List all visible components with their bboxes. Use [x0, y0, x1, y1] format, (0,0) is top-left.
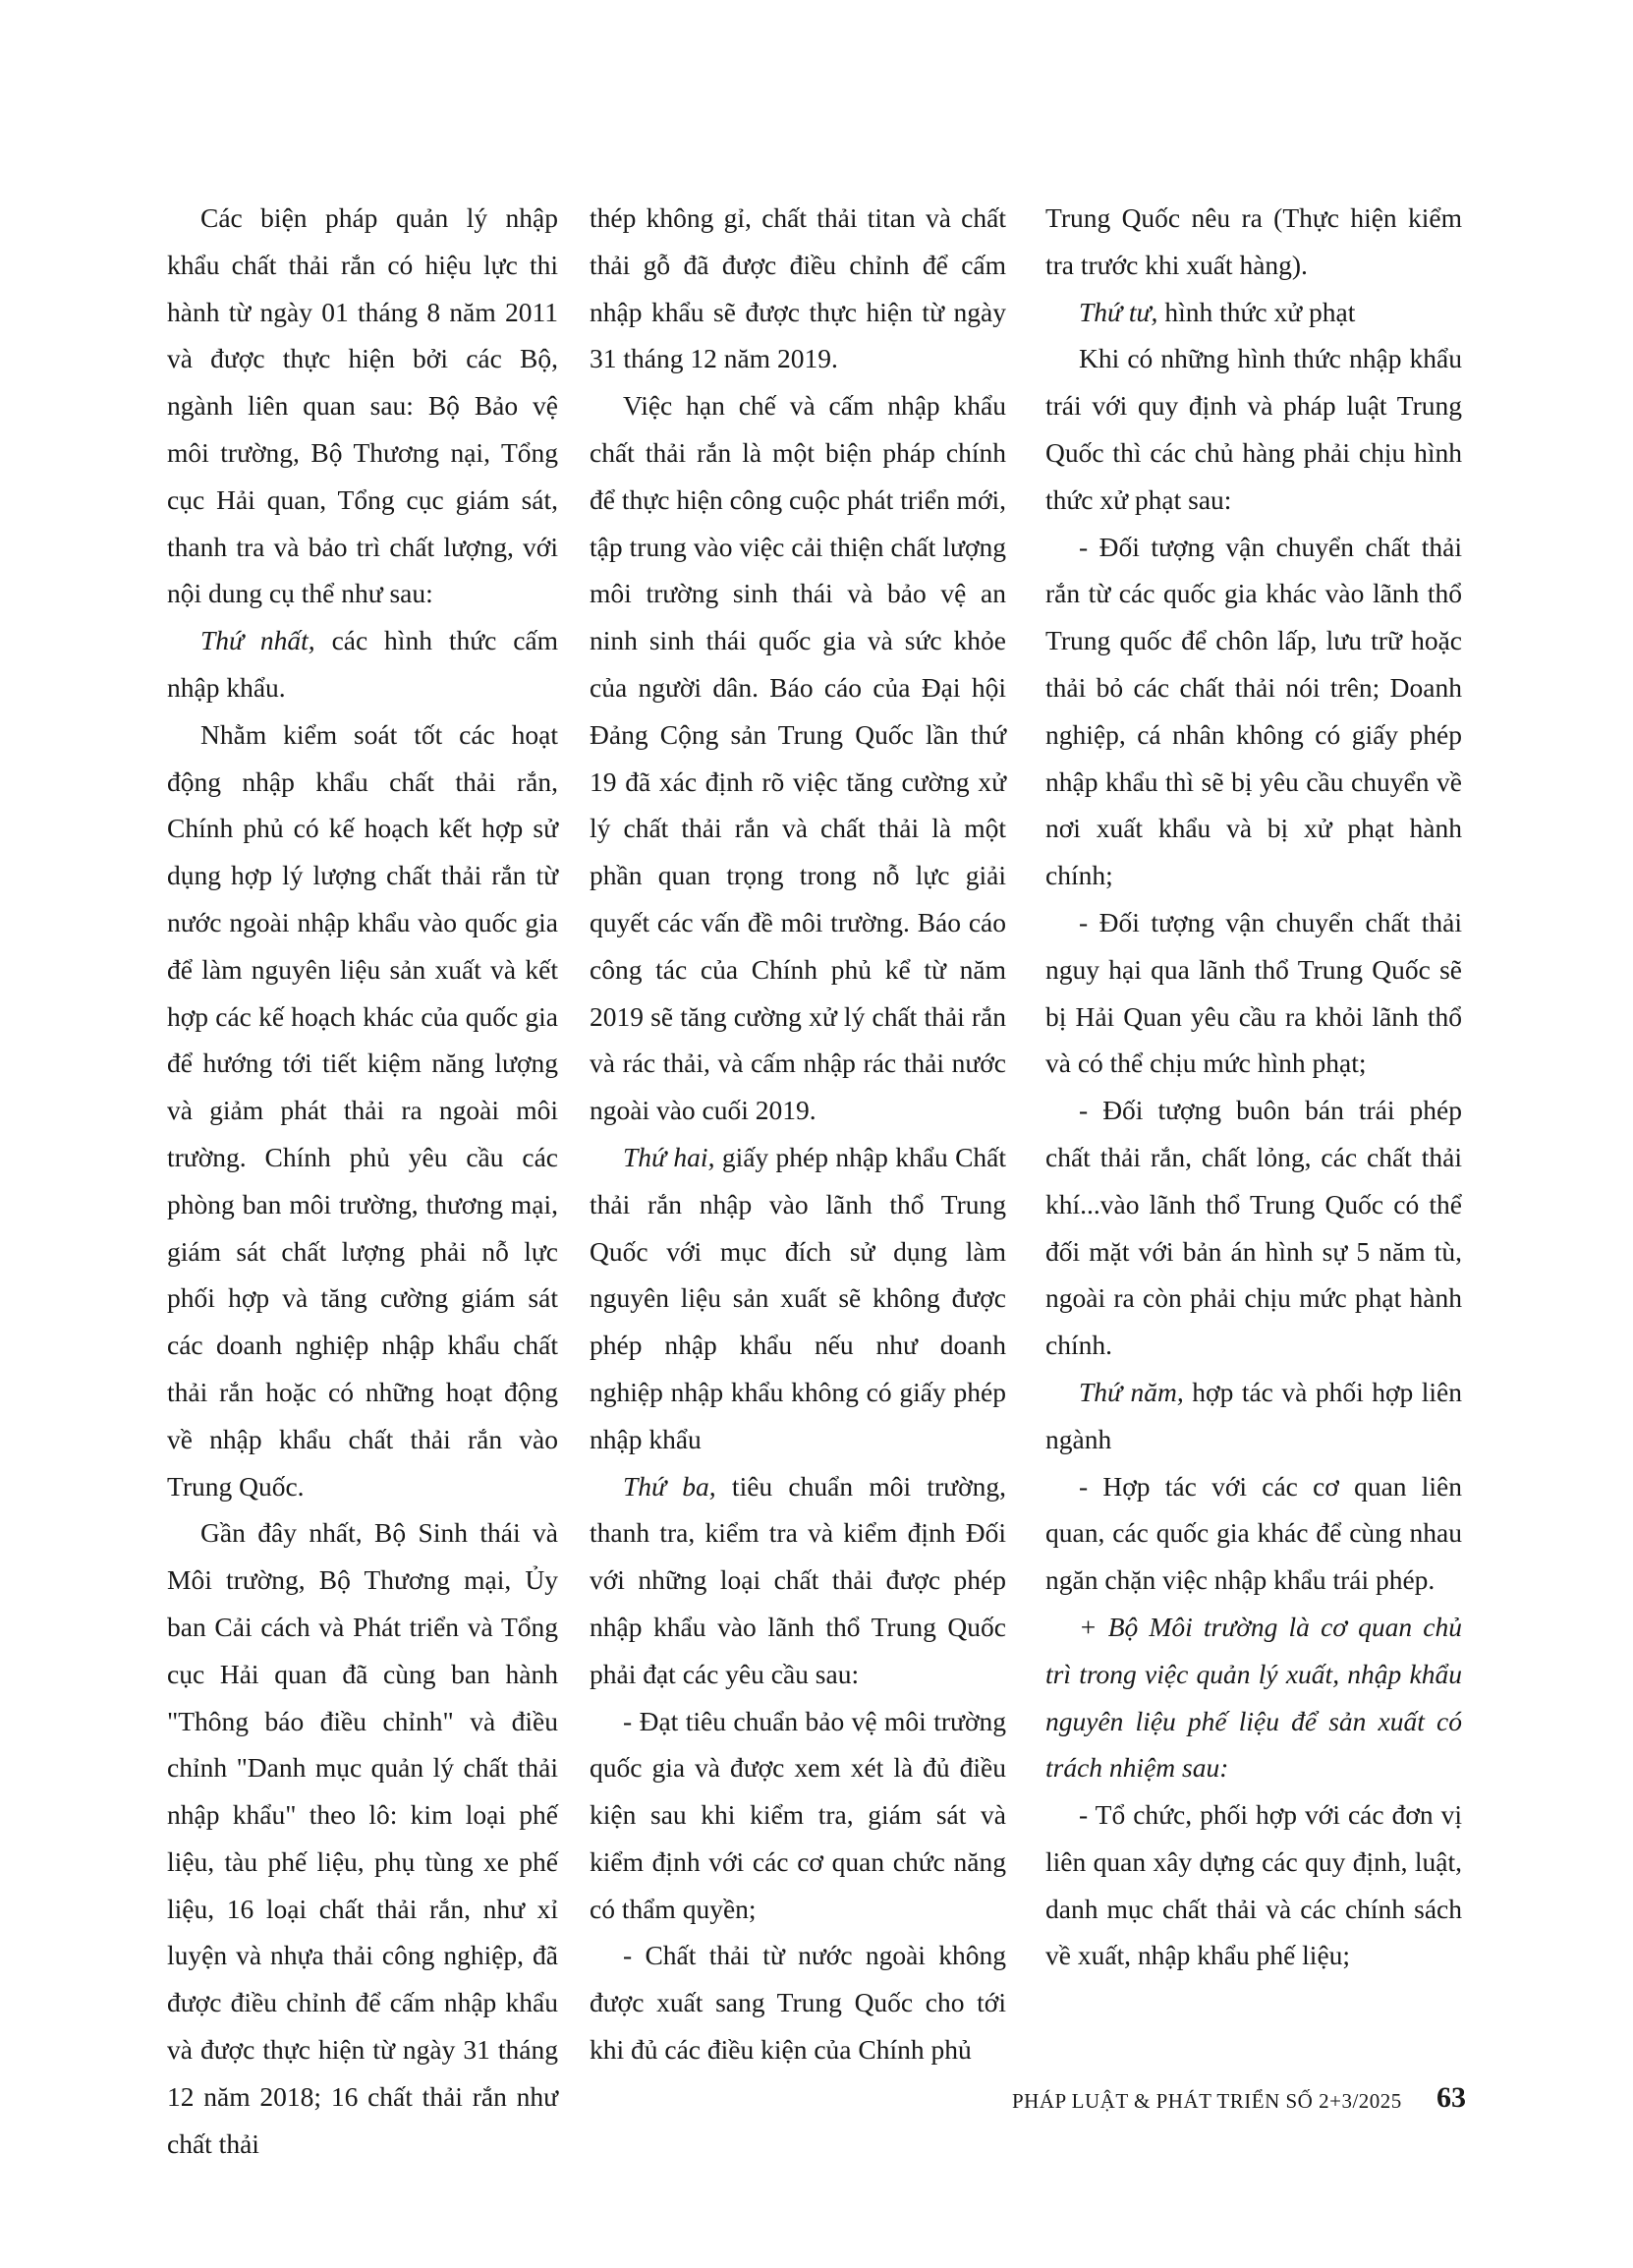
paragraph-text: các hình thức cấm nhập khẩu. [167, 625, 558, 703]
paragraph-text: - Hợp tác với các cơ quan liên quan, các quốc gia khác để cùng nhau ngăn chặn việc nhập khẩu trái phép. [1045, 1470, 1462, 1596]
paragraph-lead: Thứ tư, [1079, 296, 1158, 327]
page-number: 63 [1436, 2081, 1466, 2114]
paragraph [1045, 1463, 1462, 1604]
paragraph-text: hình thức xử phạt [1157, 296, 1356, 327]
text-column-1 [167, 195, 558, 2167]
paragraph [590, 382, 1006, 1134]
paragraph-text: Trung Quốc nêu ra (Thực hiện kiểm tra trước khi xuất hàng). [1045, 202, 1462, 280]
text-column-3 [1045, 195, 1462, 1979]
paragraph [167, 1509, 558, 2167]
paragraph-text: - Đạt tiêu chuẩn bảo vệ môi trường quốc gia và được xem xét là đủ điều kiện sau khi kiểm tra, giám sát và kiểm định với các cơ quan chức năng có thẩm quyền; [590, 1705, 1006, 1924]
paragraph [1045, 1791, 1462, 1979]
paragraph [167, 711, 558, 1510]
paragraph-text: - Chất thải từ nước ngoài không được xuất sang Trung Quốc cho tới khi đủ các điều kiện của Chính phủ [590, 1940, 1006, 2066]
paragraph [167, 195, 558, 617]
paragraph-text: Việc hạn chế và cấm nhập khẩu chất thải rắn là một biện pháp chính để thực hiện công cuộc phát triển mới, tập trung vào việc cải thiện chất lượng môi trường sinh thái và bảo vệ an ninh sinh thái quốc gia và sức khỏe của người dân. Báo cáo của Đại hội Đảng Cộng sản Trung Quốc lần thứ 19 đã xác định rõ việc tăng cường xử lý chất thải rắn và chất thải là một phần quan trọng trong nỗ lực giải quyết các vấn đề môi trường. Báo cáo công tác của Chính phủ kể từ năm 2019 sẽ tăng cường xử lý chất thải rắn và rác thải, và cấm nhập rác thải nước ngoài vào cuối 2019. [590, 390, 1006, 1126]
paragraph-lead: Thứ hai, [623, 1141, 715, 1172]
paragraph [167, 617, 558, 711]
paragraph [590, 1134, 1006, 1463]
paragraph-text: giấy phép nhập khẩu Chất thải rắn nhập vào lãnh thổ Trung Quốc với mục đích sử dụng làm nguyên liệu sản xuất sẽ không được phép nhập khẩu nếu như doanh nghiệp nhập khẩu không có giấy phép nhập khẩu [590, 1141, 1007, 1454]
paragraph-text: hợp tác và phối hợp liên ngành [1045, 1376, 1462, 1454]
paragraph-text: - Đối tượng vận chuyển chất thải rắn từ các quốc gia khác vào lãnh thổ Trung quốc để chôn lấp, lưu trữ hoặc thải bỏ các chất thải nói trên; Doanh nghiệp, cá nhân không có giấy phép nhập khẩu thì sẽ bị yêu cầu chuyển về nơi xuất khẩu và bị xử phạt hành chính; [1045, 531, 1462, 891]
paragraph-text: + Bộ Môi trường là cơ quan chủ trì trong việc quản lý xuất, nhập khẩu nguyên liệu phế liệu để sản xuất có trách nhiệm sau: [1045, 1611, 1462, 1784]
paragraph [590, 1463, 1006, 1698]
paragraph [1045, 899, 1462, 1087]
paragraph [590, 1698, 1006, 1933]
paragraph [590, 1932, 1006, 2072]
paragraph-lead: Thứ năm, [1079, 1376, 1184, 1407]
paragraph [590, 195, 1006, 382]
text-column-2 [590, 195, 1006, 2073]
paragraph-text: Khi có những hình thức nhập khẩu trái với quy định và pháp luật Trung Quốc thì các chủ hàng phải chịu hình thức xử phạt sau: [1045, 343, 1462, 515]
paragraph-text: Nhằm kiểm soát tốt các hoạt động nhập khẩu chất thải rắn, Chính phủ có kế hoạch kết hợp sử dụng hợp lý lượng chất thải rắn từ nước ngoài nhập khẩu vào quốc gia để làm nguyên liệu sản xuất và kết hợp các kế hoạch khác của quốc gia để hướng tới tiết kiệm năng lượng và giảm phát thải ra ngoài môi trường. Chính phủ yêu cầu các phòng ban môi trường, thương mại, giám sát chất lượng phải nỗ lực phối hợp và tăng cường giám sát các doanh nghiệp nhập khẩu chất thải rắn hoặc có những hoạt động về nhập khẩu chất thải rắn vào Trung Quốc. [167, 718, 558, 1502]
paragraph [1045, 1369, 1462, 1463]
paragraph-text: Gần đây nhất, Bộ Sinh thái và Môi trường, Bộ Thương mại, Ủy ban Cải cách và Phát triển và Tổng cục Hải quan đã cùng ban hành "Thông báo điều chỉnh" và điều chỉnh "Danh mục quản lý chất thải nhập khẩu" theo lô: kim loại phế liệu, tàu phế liệu, phụ tùng xe phế liệu, 16 loại chất thải rắn, như xỉ luyện và nhựa thải công nghiệp, đã được điều chỉnh để cấm nhập khẩu và được thực hiện từ ngày 31 tháng 12 năm 2018; 16 chất thải rắn như chất thải [167, 1517, 558, 2159]
journal-footer: PHÁP LUẬT & PHÁT TRIỂN SỐ 2+3/2025 [1012, 2089, 1402, 2113]
paragraph [1045, 195, 1462, 289]
paragraph-text: tiêu chuẩn môi trường, thanh tra, kiểm tra và kiểm định Đối với những loại chất thải được phép nhập khẩu vào lãnh thổ Trung Quốc phải đạt các yêu cầu sau: [590, 1470, 1006, 1689]
paragraph [1045, 335, 1462, 523]
paragraph-text: - Tổ chức, phối hợp với các đơn vị liên quan xây dựng các quy định, luật, danh mục chất thải và các chính sách về xuất, nhập khẩu phế liệu; [1045, 1799, 1462, 1971]
paragraph-text: Các biện pháp quản lý nhập khẩu chất thải rắn có hiệu lực thi hành từ ngày 01 tháng 8 năm 2011 và được thực hiện bởi các Bộ, ngành liên quan sau: Bộ Bảo vệ môi trường, Bộ Thương nại, Tổng cục Hải quan, Tổng cục giám sát, thanh tra và bảo trì chất lượng, với nội dung cụ thể như sau: [167, 202, 558, 609]
paragraph [1045, 1087, 1462, 1369]
paragraph-text: - Đối tượng vận chuyển chất thải nguy hại qua lãnh thổ Trung Quốc sẽ bị Hải Quan yêu cầu ra khỏi lãnh thổ và có thể chịu mức hình phạt; [1045, 906, 1462, 1079]
paragraph [1045, 289, 1462, 336]
paragraph-lead: Thứ nhất, [200, 625, 315, 656]
paragraph [1045, 1604, 1462, 1791]
paragraph [1045, 524, 1462, 899]
paragraph-text: thép không gỉ, chất thải titan và chất thải gỗ đã được điều chỉnh để cấm nhập khẩu sẽ được thực hiện từ ngày 31 tháng 12 năm 2019. [590, 202, 1006, 374]
paragraph-lead: Thứ ba, [623, 1470, 716, 1502]
paragraph-text: - Đối tượng buôn bán trái phép chất thải rắn, chất lỏng, các chất thải khí...vào lãnh thổ Trung Quốc có thể đối mặt với bản án hình sự 5 năm tù, ngoài ra còn phải chịu mức phạt hành chính. [1045, 1095, 1462, 1361]
